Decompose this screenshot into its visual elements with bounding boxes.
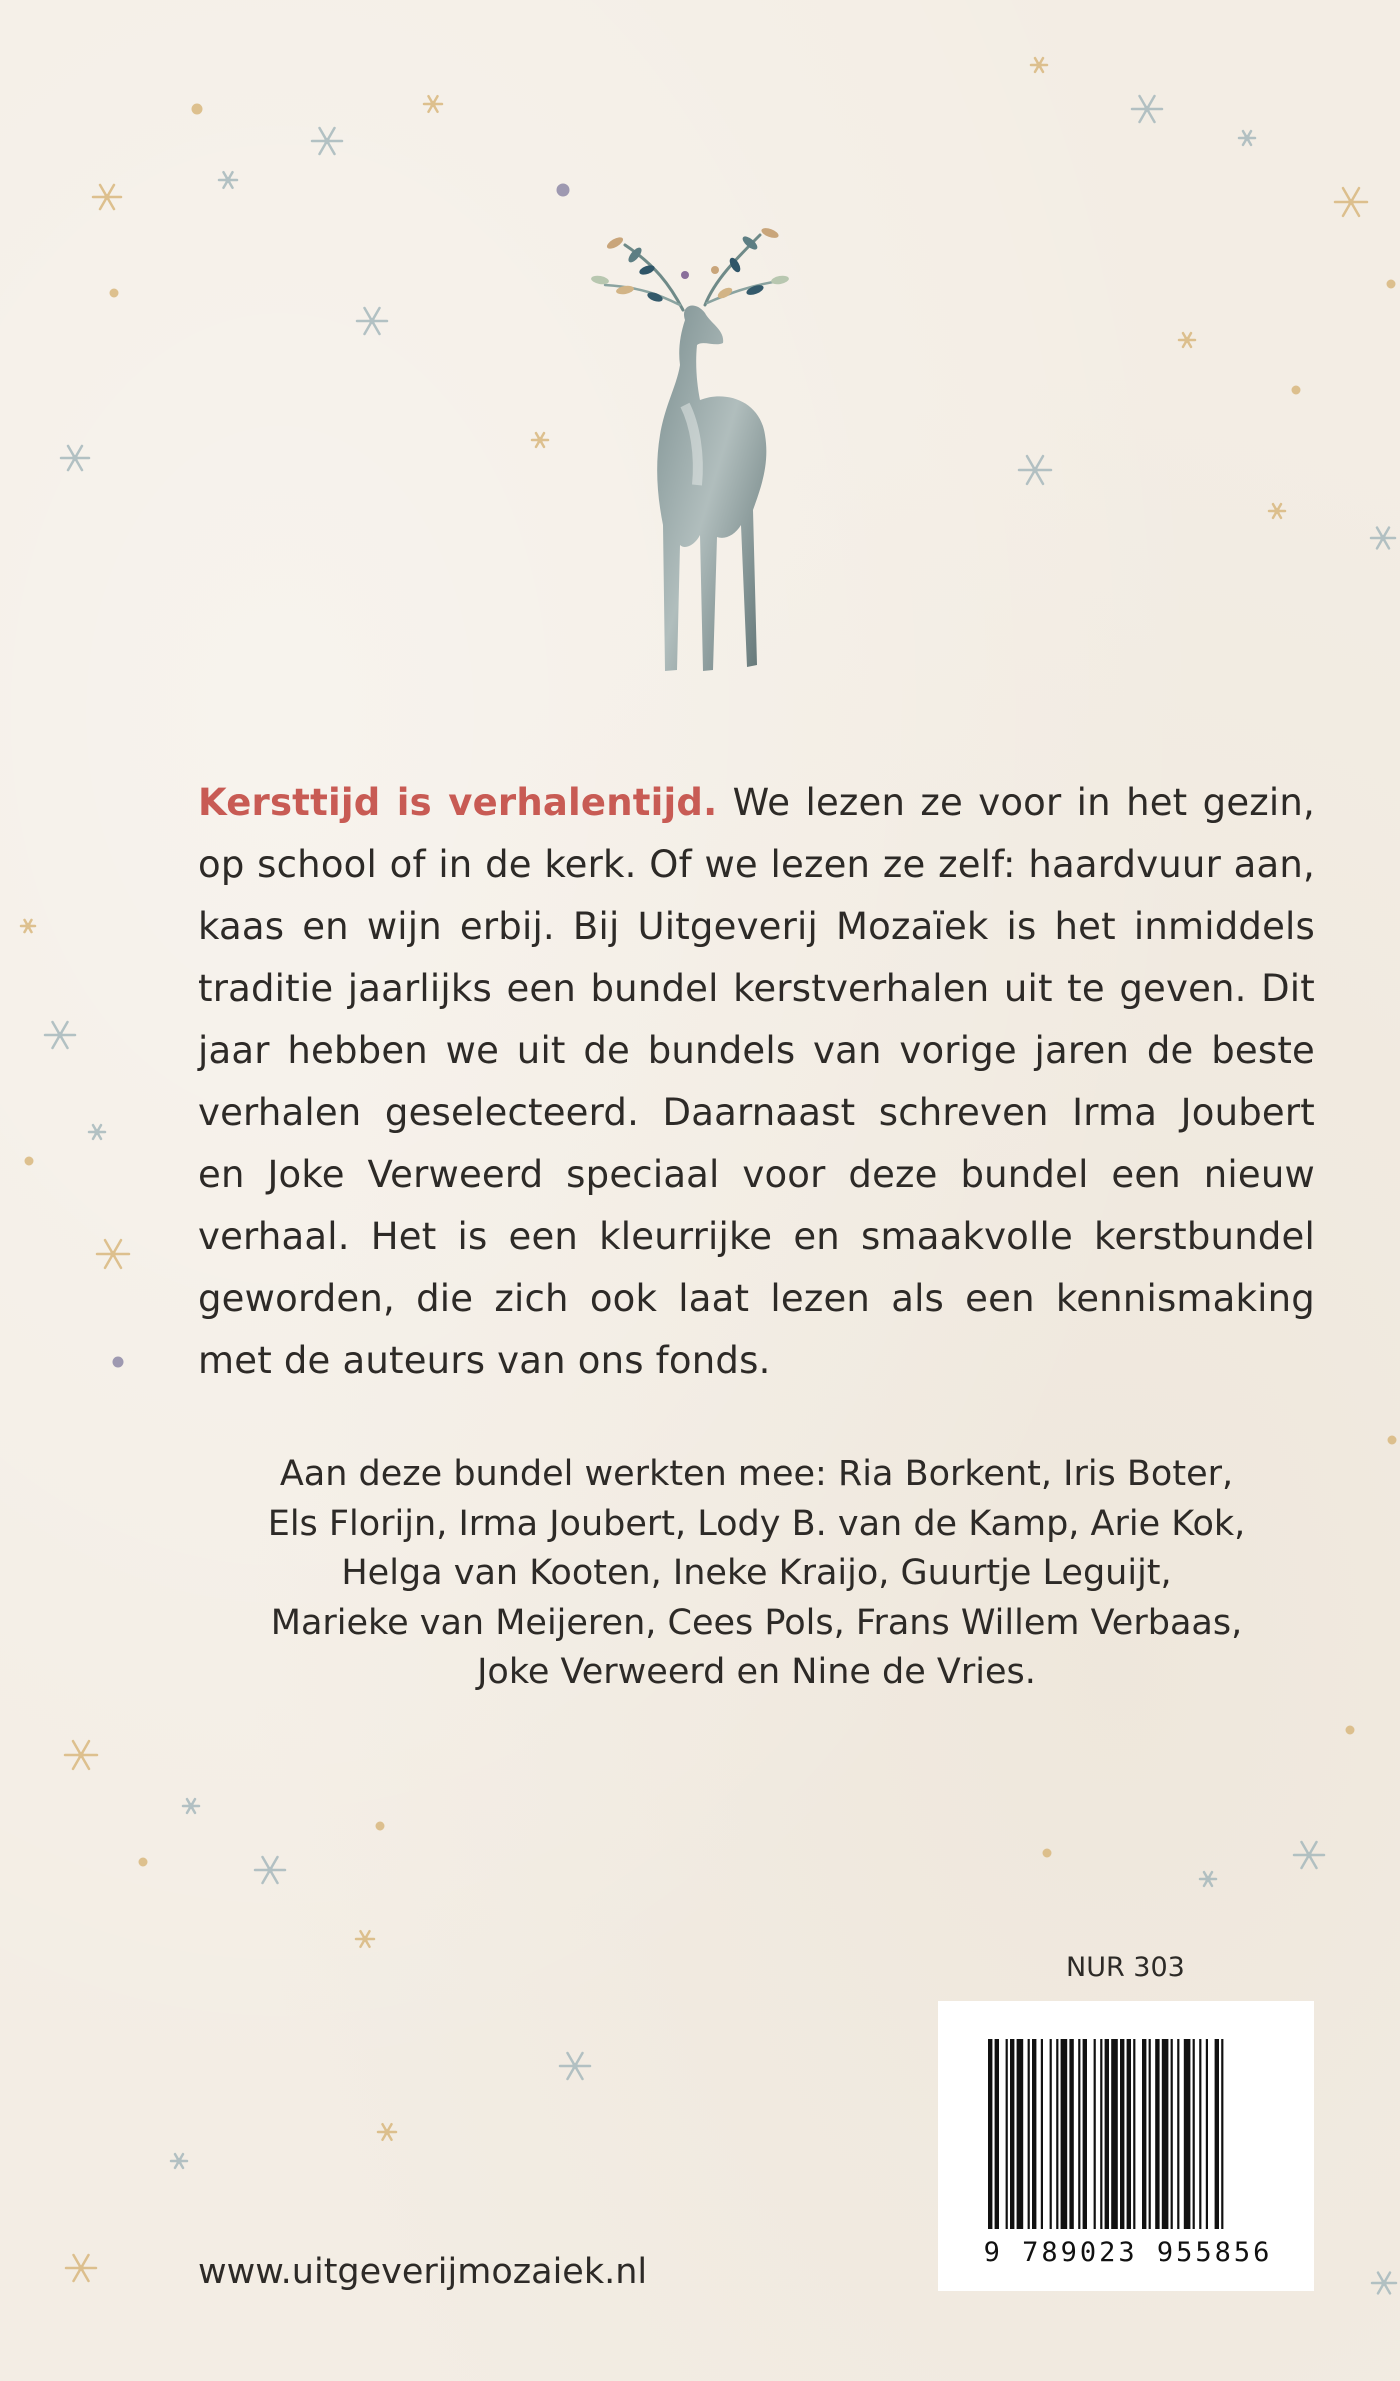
nur-code: NUR 303 bbox=[1066, 1952, 1185, 1983]
barcode-bar bbox=[1149, 2039, 1151, 2229]
snowflake-icon bbox=[1031, 58, 1047, 72]
barcode-bar bbox=[1120, 2039, 1124, 2229]
snowflake-icon bbox=[1019, 456, 1051, 484]
barcode-bar bbox=[1032, 2039, 1036, 2229]
blurb-text bbox=[198, 772, 1315, 1392]
snowflake-icon bbox=[1269, 504, 1285, 518]
barcode-bar bbox=[1061, 2039, 1068, 2229]
snowflake-icon bbox=[1294, 1842, 1324, 1868]
deer-illustration bbox=[585, 225, 845, 685]
snowflake-icon bbox=[192, 104, 202, 114]
barcode-bar bbox=[1111, 2039, 1118, 2229]
barcode-bar bbox=[988, 2039, 992, 2229]
barcode-bar bbox=[1162, 2039, 1169, 2229]
barcode-bar bbox=[1155, 2039, 1159, 2229]
snowflake-icon bbox=[21, 920, 35, 932]
snowflake-icon bbox=[93, 185, 121, 209]
barcode-bar bbox=[1193, 2039, 1195, 2229]
snowflake-icon bbox=[66, 2255, 96, 2281]
snowflake-icon bbox=[183, 1799, 199, 1813]
snowflake-icon bbox=[1292, 386, 1300, 394]
barcode-bar bbox=[1199, 2039, 1201, 2229]
publisher-website[interactable]: www.uitgeverijmozaiek.nl bbox=[198, 2252, 648, 2292]
snowflake-icon bbox=[171, 2154, 187, 2168]
barcode-bar bbox=[1006, 2039, 1008, 2229]
barcode-bar bbox=[1028, 2039, 1030, 2229]
barcode-bar bbox=[1127, 2039, 1131, 2229]
barcode-bar bbox=[995, 2039, 999, 2229]
snowflake-icon bbox=[532, 433, 548, 447]
barcode-bar bbox=[1215, 2039, 1219, 2229]
snowflake-icon bbox=[1346, 1726, 1354, 1734]
snowflake-icon bbox=[1200, 1872, 1216, 1886]
barcode-bar bbox=[1078, 2039, 1080, 2229]
snowflake-icon bbox=[45, 1022, 75, 1048]
barcode-bar bbox=[1206, 2039, 1208, 2229]
snowflake-icon bbox=[139, 1858, 147, 1866]
barcode-bar bbox=[1221, 2039, 1223, 2229]
barcode-bar bbox=[1010, 2039, 1014, 2229]
snowflake-icon bbox=[25, 1157, 33, 1165]
barcode-bar bbox=[1142, 2039, 1146, 2229]
snowflake-icon bbox=[97, 1240, 129, 1268]
barcode-bar bbox=[1133, 2039, 1135, 2229]
snowflake-icon bbox=[312, 128, 342, 154]
blurb-lead: Kersttijd is verhalentijd. bbox=[198, 781, 718, 824]
antler-leaves bbox=[590, 226, 789, 303]
snowflake-icon bbox=[65, 1741, 97, 1769]
snowflake-icon bbox=[1132, 96, 1162, 122]
snowflake-icon bbox=[424, 96, 442, 112]
snowflake-icon bbox=[110, 289, 118, 297]
barcode-bar bbox=[1184, 2039, 1191, 2229]
contributors-line: Helga van Kooten, Ineke Kraijo, Guurtje Leguijt, bbox=[341, 1553, 1172, 1593]
snowflake-icon bbox=[1239, 131, 1255, 145]
snowflake-icon bbox=[89, 1125, 105, 1139]
isbn-barcode bbox=[938, 2001, 1314, 2291]
snowflake-icon bbox=[1335, 188, 1367, 216]
snowflake-icon bbox=[219, 172, 237, 188]
barcode-bar bbox=[1056, 2039, 1058, 2229]
barcode-bar bbox=[1069, 2039, 1073, 2229]
contributors-line: Els Florijn, Irma Joubert, Lody B. van de Kamp, Arie Kok, bbox=[267, 1503, 1246, 1544]
snowflake-icon bbox=[357, 308, 387, 334]
snowflake-icon bbox=[1372, 2273, 1396, 2294]
barcode-bar bbox=[1083, 2039, 1087, 2229]
contributors-line: Aan deze bundel werkten mee: Ria Borkent, Iris Boter, bbox=[279, 1454, 1234, 1494]
barcode-bar bbox=[1017, 2039, 1024, 2229]
snowflake-icon bbox=[61, 446, 89, 470]
contributors-line: Marieke van Meijeren, Cees Pols, Frans Willem Verbaas, bbox=[270, 1602, 1243, 1643]
barcode-bar bbox=[1177, 2039, 1179, 2229]
snowflake-icon bbox=[557, 184, 569, 196]
snowflake-icon bbox=[560, 2053, 590, 2079]
barcode-bar bbox=[1094, 2039, 1096, 2229]
barcode-bars bbox=[938, 2001, 1314, 2241]
snowflake-icon bbox=[1371, 528, 1395, 549]
snowflake-icon bbox=[1043, 1849, 1051, 1857]
snowflake-icon bbox=[1387, 280, 1395, 288]
snowflake-icon bbox=[356, 1931, 374, 1947]
isbn-number: 9 789023 955856 bbox=[983, 2237, 1273, 2268]
snowflake-icon bbox=[255, 1857, 285, 1883]
barcode-bar bbox=[1105, 2039, 1109, 2229]
barcode-bar bbox=[1171, 2039, 1173, 2229]
contributors-line: Joke Verweerd en Nine de Vries. bbox=[477, 1652, 1036, 1692]
barcode-bar bbox=[1041, 2039, 1043, 2229]
snowflake-icon bbox=[113, 1357, 123, 1367]
barcode-bar bbox=[1100, 2039, 1102, 2229]
snowflake-icon bbox=[378, 2124, 396, 2140]
blurb-body: We lezen ze voor in het gezin, op school of in de kerk. Of we lezen ze zelf: haardvuur aan, kaas en wijn erbij. Bij Uitgeverij Mozaïek is het inmiddels traditie jaarlijks een bundel kerstverhalen uit te geven. Dit jaar hebben we uit de bundels van vorige jaren de beste verhalen geselecteerd. Daarnaast schreven Irma Joubert en Joke Verweerd speciaal voor deze bundel een nieuw verhaal. Het is een kleurrijke en smaakvolle kerstbundel geworden, die zich ook laat lezen als een kennismaking met de auteurs van ons fonds. bbox=[198, 781, 1316, 1382]
snowflake-icon bbox=[1179, 333, 1195, 347]
barcode-bar bbox=[1050, 2039, 1052, 2229]
snowflake-icon bbox=[1388, 1436, 1396, 1444]
contributors-list bbox=[198, 1450, 1315, 1698]
snowflake-icon bbox=[376, 1822, 384, 1830]
